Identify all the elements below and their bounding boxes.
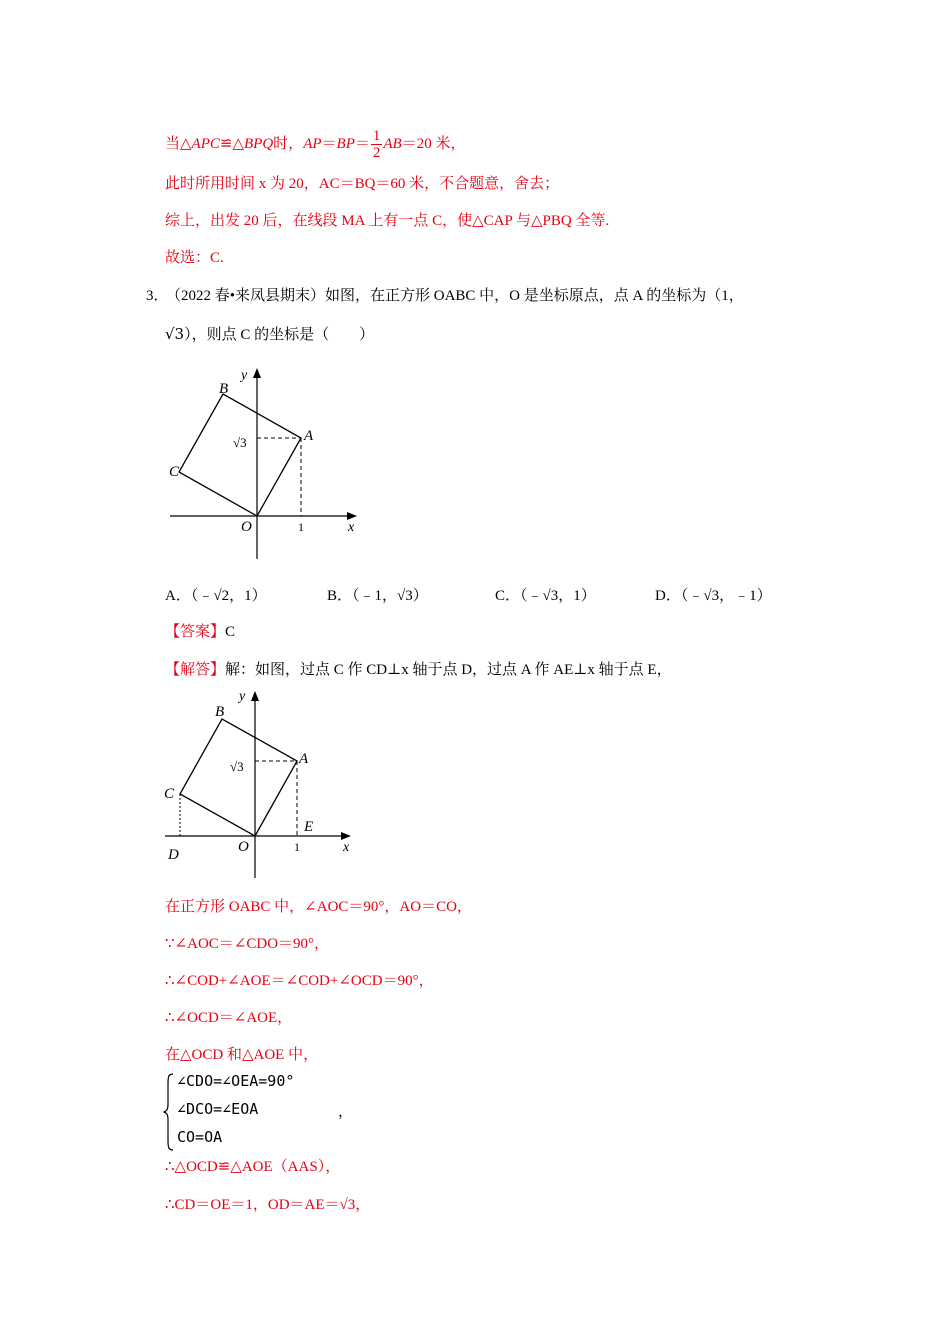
label-c: C bbox=[169, 464, 180, 480]
coordinate-figure-1 bbox=[165, 365, 365, 560]
text-segment: ＝20 米， bbox=[401, 135, 466, 152]
label-one: 1 bbox=[298, 520, 304, 534]
answer-tag: 【答案】 bbox=[165, 624, 226, 640]
label-d: D bbox=[168, 847, 179, 863]
fraction-numerator: 1 bbox=[372, 128, 381, 144]
math-var: AB bbox=[383, 135, 402, 152]
label-sqrt3: √3 bbox=[230, 759, 244, 774]
label-a: A bbox=[304, 428, 314, 444]
text-segment: ≌△ bbox=[219, 135, 244, 152]
proof-line-6: ∴△OCD≌△AOE（AAS）， bbox=[165, 1159, 341, 1175]
square-oabc bbox=[180, 719, 297, 836]
math-var: APC bbox=[191, 135, 220, 152]
y-axis-arrow bbox=[251, 691, 259, 701]
label-o: O bbox=[238, 839, 249, 855]
x-axis-arrow bbox=[341, 832, 351, 840]
answer-value: C bbox=[225, 624, 236, 640]
label-c: C bbox=[164, 786, 175, 802]
label-x: x bbox=[348, 520, 355, 535]
fraction-denominator: 2 bbox=[372, 145, 381, 161]
label-x: x bbox=[343, 840, 350, 855]
text-segment: 当△ bbox=[165, 135, 192, 152]
question-stem-line-2 bbox=[165, 324, 374, 345]
text-segment: 时， bbox=[273, 135, 304, 152]
option-d: D．（﹣√3，﹣1） bbox=[655, 588, 772, 604]
label-one: 1 bbox=[294, 840, 300, 854]
solution-line-4: 故选：C. bbox=[165, 250, 224, 266]
label-y: y bbox=[241, 368, 248, 383]
text-segment: ），则点 C 的坐标是（ ） bbox=[184, 327, 375, 343]
solution-line-1 bbox=[165, 128, 465, 161]
option-c: C．（﹣√3，1） bbox=[495, 588, 596, 604]
option-b: B．（﹣1，√3） bbox=[327, 588, 428, 604]
label-e: E bbox=[304, 819, 314, 835]
math-var: BP bbox=[336, 135, 355, 152]
option-a: A．（﹣√2，1） bbox=[165, 588, 267, 604]
label-b: B bbox=[215, 704, 225, 720]
label-sqrt3: √3 bbox=[233, 435, 247, 450]
fraction bbox=[371, 128, 383, 161]
system-comma: ， bbox=[338, 1102, 354, 1120]
analysis-line bbox=[165, 660, 672, 680]
label-a: A bbox=[299, 751, 309, 767]
sqrt3-value: √3 bbox=[165, 325, 185, 343]
solution-line-2: 此时所用时间 x 为 20，AC＝BQ＝60 米，不合题意，舍去； bbox=[165, 176, 560, 192]
square-oabc bbox=[179, 394, 301, 516]
question-number: 3． bbox=[146, 288, 169, 304]
system-row-2: ∠DCO=∠EOA bbox=[177, 1100, 259, 1118]
math-var: AP bbox=[303, 135, 322, 152]
y-axis-arrow bbox=[253, 368, 261, 378]
text-segment: ＝ bbox=[321, 135, 337, 152]
proof-line-7: ∴CD＝OE＝1，OD＝AE＝√3， bbox=[165, 1197, 371, 1213]
label-y: y bbox=[239, 689, 246, 704]
proof-line-4: ∴∠OCD＝∠AOE， bbox=[165, 1010, 293, 1026]
system-row-1: ∠CDO=∠OEA=90° bbox=[177, 1072, 295, 1090]
proof-line-2: ∵∠AOC＝∠CDO＝90°， bbox=[165, 936, 330, 952]
text-segment: ＝ bbox=[354, 135, 370, 152]
x-axis-arrow bbox=[347, 512, 357, 520]
system-row-3: CO=OA bbox=[177, 1128, 223, 1146]
label-o: O bbox=[241, 519, 252, 535]
solution-line-3: 综上，出发 20 后，在线段 MA 上有一点 C，使△CAP 与△PBQ 全等. bbox=[165, 213, 610, 229]
math-var: BPQ bbox=[244, 135, 274, 152]
question-stem-line-1: （2022 春•来凤县期末）如图，在正方形 OABC 中，O 是坐标原点，点 A 的坐标为（1， bbox=[166, 288, 744, 304]
analysis-text: 解：如图，过点 C 作 CD⊥x 轴于点 D，过点 A 作 AE⊥x 轴于点 E， bbox=[225, 662, 672, 678]
proof-line-3: ∴∠COD+∠AOE＝∠COD+∠OCD＝90°， bbox=[165, 973, 434, 989]
coordinate-figure-2 bbox=[160, 688, 360, 878]
answer-line bbox=[165, 622, 235, 642]
proof-line-5: 在△OCD 和△AOE 中， bbox=[165, 1047, 319, 1063]
proof-line-1: 在正方形 OABC 中，∠AOC＝90°，AO＝CO， bbox=[165, 899, 472, 915]
label-b: B bbox=[219, 381, 229, 397]
analysis-tag: 【解答】 bbox=[165, 662, 226, 678]
left-brace-icon bbox=[163, 1072, 175, 1152]
